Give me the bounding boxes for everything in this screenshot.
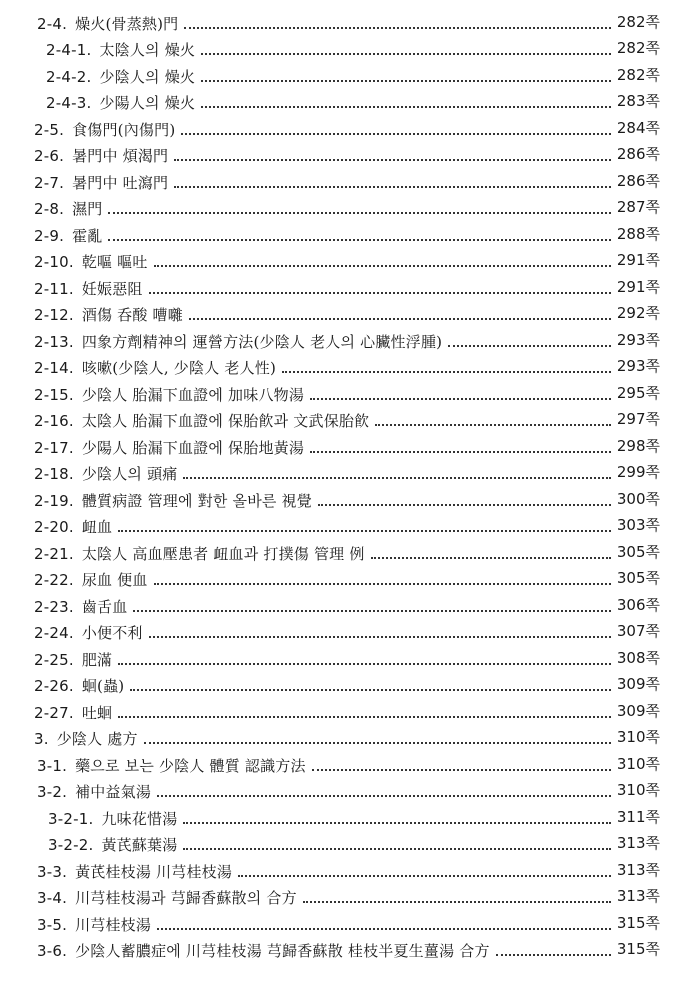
- entry-title: 2-16. 太陰人 胎漏下血證에 保胎飮과 文武保胎飮: [34, 412, 370, 430]
- entry-title: 3-4. 川芎桂枝湯과 芎歸香蘇散의 合方: [37, 889, 297, 907]
- dot-leader: [118, 530, 611, 532]
- toc-entry: [0, 618, 700, 645]
- entry-title: 2-4. 燥火(骨蒸熱)門: [37, 14, 179, 33]
- entry-title: 2-20. 衄血: [34, 518, 113, 536]
- dot-leader: [375, 424, 611, 426]
- dot-leader: [303, 901, 611, 903]
- page-number: 287쪽: [616, 198, 660, 216]
- toc-entry: [0, 830, 700, 857]
- toc-entry: [0, 459, 700, 486]
- toc-entry: [0, 750, 700, 777]
- toc-entry: [0, 35, 700, 62]
- entry-title: 2-25. 肥滿: [34, 650, 113, 669]
- page-number: 284쪽: [616, 118, 660, 137]
- dot-leader: [174, 186, 611, 188]
- dot-leader: [108, 239, 610, 241]
- page-number: 297쪽: [616, 410, 660, 428]
- dot-leader: [448, 345, 611, 347]
- dot-leader: [174, 159, 611, 161]
- entry-title: 3-1. 藥으로 보는 少陰人 體質 認識方法: [37, 756, 306, 775]
- dot-leader: [154, 265, 611, 267]
- dot-leader: [312, 769, 611, 771]
- page-number: 315쪽: [616, 913, 660, 932]
- dot-leader: [181, 133, 610, 135]
- entry-title: 3-2-2. 黃芪蘇葉湯: [48, 836, 178, 854]
- page-number: 286쪽: [616, 145, 660, 163]
- toc-entry: [0, 432, 700, 459]
- toc-entry: [0, 167, 700, 194]
- dot-leader: [189, 318, 611, 320]
- page-number: 313쪽: [616, 887, 660, 905]
- toc-entry: [0, 883, 700, 910]
- dot-leader: [318, 504, 611, 506]
- page-number: 282쪽: [616, 65, 660, 84]
- toc-entry: [0, 194, 700, 221]
- toc-entry: [0, 591, 700, 618]
- page-number: 310쪽: [616, 781, 660, 799]
- toc-entry: [0, 909, 700, 936]
- page-number: 310쪽: [616, 728, 660, 746]
- entry-title: 2-11. 妊娠惡阻: [34, 279, 143, 298]
- page-number: 313쪽: [616, 860, 660, 879]
- dot-leader: [183, 477, 610, 479]
- toc-entry: [0, 61, 700, 88]
- page-number: 303쪽: [616, 516, 660, 534]
- page-number: 309쪽: [616, 675, 660, 693]
- entry-title: 2-15. 少陰人 胎漏下血證에 加味八物湯: [34, 385, 305, 404]
- entry-title: 3-2-1. 九味花惜湯: [48, 809, 178, 828]
- entry-title: 2-21. 太陰人 高血壓患者 衄血과 打撲傷 管理 例: [34, 544, 365, 563]
- dot-leader: [130, 689, 611, 691]
- entry-title: 2-19. 體質病證 管理에 對한 올바른 視覺: [34, 491, 312, 510]
- dot-leader: [496, 954, 611, 956]
- page-number: 307쪽: [616, 622, 660, 640]
- entry-title: 2-22. 尿血 便血: [34, 571, 148, 589]
- entry-title: 3-3. 黃芪桂枝湯 川芎桂枝湯: [37, 862, 233, 881]
- page-number: 292쪽: [616, 304, 660, 322]
- toc-entry: [0, 141, 700, 168]
- page-number: 286쪽: [616, 171, 660, 190]
- dot-leader: [184, 27, 610, 29]
- entry-title: 2-23. 齒舌血: [34, 597, 128, 616]
- page-number: 315쪽: [616, 940, 660, 958]
- page-number: 291쪽: [616, 251, 660, 269]
- page-number: 298쪽: [616, 436, 660, 455]
- entry-title: 3. 少陰人 處方: [34, 730, 138, 748]
- dot-leader: [310, 451, 611, 453]
- dot-leader: [149, 636, 611, 638]
- page-number: 282쪽: [616, 39, 660, 57]
- page-number: 288쪽: [616, 224, 660, 243]
- dot-leader: [201, 80, 611, 82]
- entry-title: 3-6. 少陰人蓄膿症에 川芎桂枝湯 芎歸香蘇散 桂枝半夏生薑湯 合方: [37, 942, 490, 960]
- toc-entry: [0, 856, 700, 883]
- page-number: 308쪽: [616, 648, 660, 667]
- toc-entry: [0, 777, 700, 804]
- entry-title: 2-17. 少陽人 胎漏下血證에 保胎地黃湯: [34, 438, 305, 457]
- entry-title: 2-5. 食傷門(內傷門): [34, 120, 176, 139]
- toc-entry: [0, 697, 700, 724]
- toc-entry: [0, 88, 700, 115]
- page-number: 313쪽: [616, 834, 660, 852]
- page-number: 293쪽: [616, 330, 660, 349]
- page-number: 282쪽: [616, 12, 660, 31]
- toc-entry: [0, 353, 700, 380]
- toc-entry: [0, 936, 700, 963]
- page-number: 291쪽: [616, 277, 660, 296]
- dot-leader: [201, 106, 611, 108]
- toc-entry: [0, 247, 700, 274]
- dot-leader: [149, 292, 611, 294]
- toc-entry: [0, 485, 700, 512]
- table-of-contents: [0, 8, 700, 962]
- toc-entry: [0, 724, 700, 751]
- entry-title: 2-24. 小便不利: [34, 624, 143, 642]
- page-number: 310쪽: [616, 754, 660, 773]
- entry-title: 2-9. 霍亂: [34, 226, 103, 245]
- dot-leader: [157, 795, 611, 797]
- entry-title: 2-4-1. 太陰人의 燥火: [46, 41, 196, 59]
- toc-entry: [0, 326, 700, 353]
- toc-entry: [0, 565, 700, 592]
- page-number: 293쪽: [616, 357, 660, 375]
- entry-title: 2-26. 蛔(蟲): [34, 677, 125, 695]
- entry-title: 2-8. 濕門: [34, 200, 103, 218]
- dot-leader: [310, 398, 611, 400]
- toc-entry: [0, 273, 700, 300]
- toc-entry: [0, 803, 700, 830]
- entry-title: 2-12. 酒傷 呑酸 嘈囃: [34, 306, 183, 324]
- entry-title: 2-10. 乾嘔 嘔吐: [34, 253, 148, 271]
- dot-leader: [118, 716, 611, 718]
- toc-entry: [0, 220, 700, 247]
- dot-leader: [183, 848, 610, 850]
- dot-leader: [183, 822, 610, 824]
- entry-title: 2-7. 暑門中 吐瀉門: [34, 173, 169, 192]
- dot-leader: [201, 53, 611, 55]
- page-number: 283쪽: [616, 92, 660, 110]
- dot-leader: [282, 371, 611, 373]
- toc-entry: [0, 8, 700, 35]
- toc-entry: [0, 512, 700, 539]
- dot-leader: [154, 583, 611, 585]
- page-number: 305쪽: [616, 542, 660, 561]
- toc-entry: [0, 671, 700, 698]
- page-number: 311쪽: [616, 807, 660, 826]
- dot-leader: [238, 875, 611, 877]
- entry-title: 3-5. 川芎桂枝湯: [37, 915, 152, 934]
- entry-title: 2-6. 暑門中 煩渴門: [34, 147, 169, 165]
- page-number: 299쪽: [616, 463, 660, 481]
- dot-leader: [144, 742, 611, 744]
- entry-title: 2-4-2. 少陰人의 燥火: [46, 67, 196, 86]
- page-number: 309쪽: [616, 701, 660, 720]
- entry-title: 2-14. 咳嗽(少陰人, 少陰人 老人性): [34, 359, 277, 377]
- toc-entry: [0, 300, 700, 327]
- dot-leader: [108, 212, 610, 214]
- page-number: 295쪽: [616, 383, 660, 402]
- toc-entry: [0, 644, 700, 671]
- entry-title: 2-18. 少陰人의 頭痛: [34, 465, 178, 483]
- toc-entry: [0, 538, 700, 565]
- dot-leader: [371, 557, 611, 559]
- entry-title: 2-27. 吐蛔: [34, 703, 113, 722]
- page-number: 305쪽: [616, 569, 660, 587]
- toc-entry: [0, 379, 700, 406]
- dot-leader: [133, 610, 610, 612]
- page-number: 300쪽: [616, 489, 660, 508]
- dot-leader: [157, 928, 611, 930]
- entry-title: 3-2. 補中益氣湯: [37, 783, 152, 801]
- dot-leader: [118, 663, 611, 665]
- entry-title: 2-13. 四象方劑精神의 運營方法(少陰人 老人의 心臟性浮腫): [34, 332, 443, 351]
- entry-title: 2-4-3. 少陽人의 燥火: [46, 94, 196, 112]
- page-number: 306쪽: [616, 595, 660, 614]
- toc-entry: [0, 114, 700, 141]
- toc-entry: [0, 406, 700, 433]
